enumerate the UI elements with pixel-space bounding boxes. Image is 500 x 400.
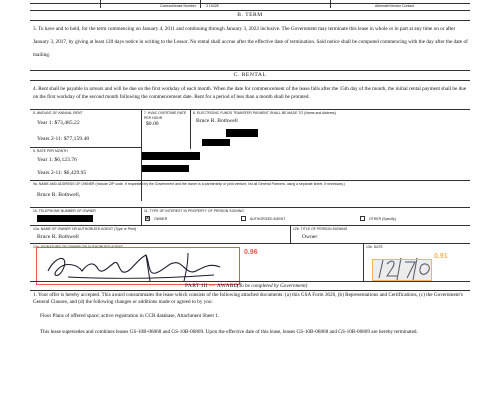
rental-paragraph: 4. Rent shall be payable in arrears and will be due on the first workday of each month. When the date for commencement of the lease falls after the 15th day of the month, the initial rental payment shall be due on the first workday of the second month following the commencement date. Rent for a period of less than a month shall be prorated. (33, 86, 467, 100)
top-divider-3 (330, 0, 331, 8)
field-10-label: 10. TELEPHONE NUMBER OF OWNER (33, 209, 96, 213)
field-9-value: Bruce R. Bothwell, (37, 192, 81, 198)
field-12-divider (290, 225, 291, 243)
signature-detection-box (36, 247, 240, 285)
field-12a-value: Bruce R. Bothwell (37, 234, 79, 240)
field-12a-label: 12a. NAME OF OWNER OR AUTHORIZED AGENT (Type or Print) (33, 227, 137, 231)
award-bottom-rule (30, 290, 470, 291)
field-5b-year2: Years 2-11: $6,429.95 (37, 170, 87, 176)
signature-detection-score: 0.96 (244, 249, 258, 256)
rental-bottom-rule (30, 80, 470, 81)
other-checkbox-label: OTHER (Specify) (369, 217, 396, 221)
term-paragraph: 3. To have and to hold, for the term commencing on January 4, 2011 and continuing through January 3, 2022 inclusive. The Government may terminate this lease in whole or in part at any time on or after January 3, 2017, by giving at least 120 days notice in writing to the Lessor. No rental shall accrue after the effective date of termination. Said notice shall be computed commencing with the day after the date of mailing. (33, 26, 468, 58)
field-12b-value: Owner (302, 234, 318, 240)
redaction-address-3 (142, 152, 200, 160)
fields-divider-b (190, 109, 191, 149)
field-5-divider (30, 147, 141, 148)
fields-top-rule (30, 109, 470, 110)
redaction-address-2 (202, 139, 230, 146)
field-7-value: $0.00 (146, 121, 159, 127)
field-8-label: 8. ELECTRONIC FUNDS TRANSFER PAYMENT SHALL BE MADE TO (Name and Address) (193, 111, 337, 115)
field-9-top-rule (30, 180, 470, 181)
field-8-value: Bruce R. Bothwell (196, 118, 238, 124)
date-detection-score: 0.91 (434, 253, 448, 260)
field-5b-year1: Year 1: $6,123.76 (37, 157, 77, 163)
field-12b-label: 12b. TITLE OF PERSON SIGNING (293, 227, 348, 231)
award-paragraph: 1. Your offer is hereby accepted. This award consummates the lease which consists of the following attached documents: (a) this GSA Form 3626, (b) Representations and Certifications, (c) the Government's General Clauses, and (d) the following changes or additions made or agreed to by you: (33, 292, 463, 305)
top-divider-1 (100, 0, 101, 8)
field-9-label: 9a. NAME AND ADDRESS OF OWNER (Include ZIP code. If requested by the Government and the owner is a partnership or joint venture, list all General Partners, using a separate sheet, if necessary.) (33, 182, 345, 186)
field-13-top-rule (30, 243, 470, 244)
contract-number-label: Contract/lease Number: (160, 4, 197, 8)
field-10-top-rule (30, 207, 470, 208)
term-top-rule (30, 10, 470, 11)
field-7-label: 7. HVAC OVERTIME RATE PER HOUR (144, 111, 187, 120)
owner-checkbox-label: OWNER (154, 217, 168, 221)
award-top-rule (30, 281, 470, 282)
field-5a-year1: Year 1: $73,485.22 (37, 120, 80, 126)
supersedes-text: This lease supersedes and combines leases GS-10B-06868 and GS-10B-06869. Upon the effective date of this lease, leases GS-10B-06868 and GS-10B-06869 are hereby terminated. (40, 329, 418, 335)
contract-number-value: 3 10428 (206, 4, 219, 8)
award-title: PART III — AWARD (185, 283, 239, 289)
rental-top-rule (30, 70, 470, 71)
redaction-address-4 (142, 165, 189, 172)
field-5a-label: 5. AMOUNT OF ANNUAL RENT (33, 111, 83, 115)
redaction-address-1 (226, 129, 258, 137)
field-13b-label: 13b. DATE (366, 245, 383, 249)
field-12-top-rule (30, 225, 470, 226)
authorized-agent-checkbox[interactable] (241, 216, 246, 221)
field-5a-year2: Years 2-11: $77,159.48 (37, 136, 90, 142)
authorized-agent-label: AUTHORIZED AGENT (250, 217, 286, 221)
field-13a-label: 13a. SIGNATURE OF OWNER OR AUTHORIZED AGENT (33, 245, 124, 249)
term-bottom-rule (30, 20, 470, 21)
alternate-contact-label: Alternate/Vendor Contact (375, 4, 415, 8)
field-11-label: 11. TYPE OF INTEREST IN PROPERTY OF PERSON SIGNING (144, 209, 244, 213)
field-10-divider (141, 207, 142, 225)
top-divider-2 (200, 0, 201, 8)
other-checkbox[interactable] (360, 216, 365, 221)
field-13-divider (363, 243, 364, 281)
rental-section-title: C. RENTAL (233, 72, 267, 78)
award-title-suffix: (To be completed by Government) (237, 283, 308, 289)
field-5b-label: 5. RATE PER MONTH (33, 149, 68, 153)
term-section-title: B. TERM (237, 12, 263, 18)
owner-check-icon: ✕ (145, 215, 151, 222)
date-detection-box (372, 259, 432, 281)
redaction-phone (37, 215, 93, 222)
floor-plans-text: Floor Plans of offered space; active registration in CCR database, Attachment Sheet 1. (40, 313, 220, 319)
